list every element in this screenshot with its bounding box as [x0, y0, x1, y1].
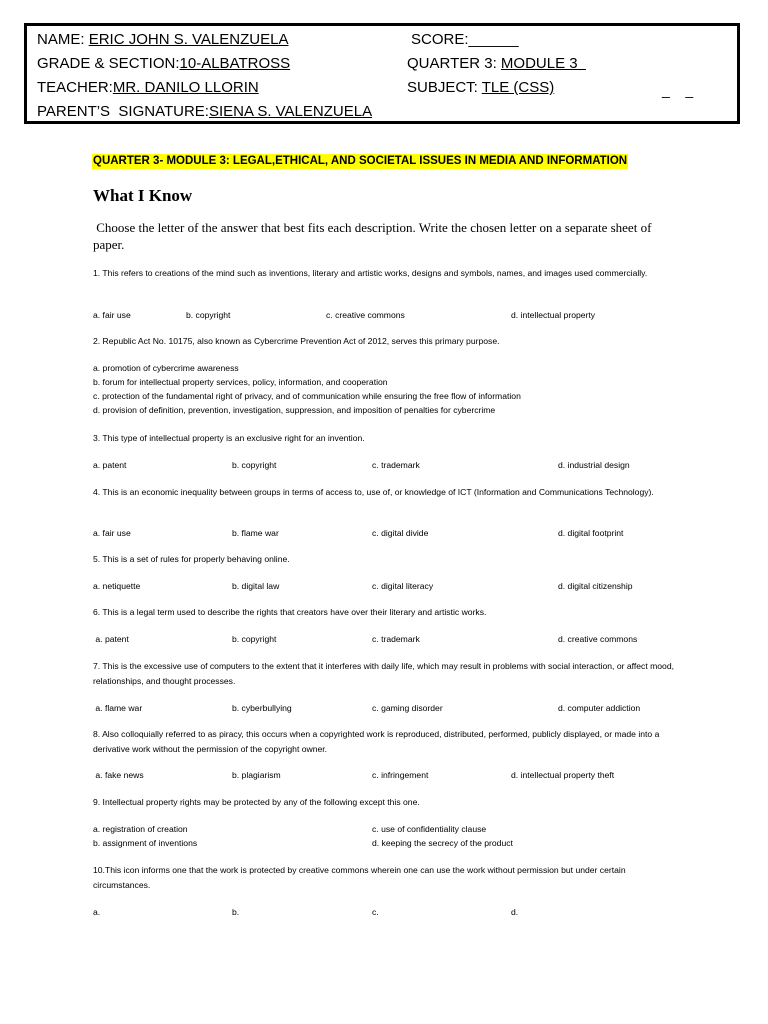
question-6: 6. This is a legal term used to describe the rights that creators have over their literary and artistic works. — [93, 607, 487, 617]
option: b. copyright — [186, 310, 231, 320]
question-9: 9. Intellectual property rights may be protected by any of the following except this one. — [93, 797, 420, 807]
option: a. promotion of cybercrime awareness — [93, 363, 239, 373]
option: b. — [232, 907, 240, 917]
grade-value: 10-ALBATROSS — [179, 55, 291, 72]
question-4: 4. This is an economic inequality between groups in terms of access to, use of, or knowledge of ICT (Information and Communications Technology). — [93, 487, 654, 497]
name-row — [37, 31, 288, 49]
quarter-value: MODULE 3 — [500, 55, 586, 72]
option: c. protection of the fundamental right of privacy, and of communication while ensuring the free flow of information — [93, 391, 521, 401]
teacher-row — [37, 79, 259, 97]
question-5: 5. This is a set of rules for properly behaving online. — [93, 554, 290, 564]
question-9-options — [93, 822, 693, 852]
option: a. fair use — [93, 528, 131, 538]
parent-label: PARENT’S SIGNATURE: — [37, 103, 209, 120]
option: d. intellectual property theft — [511, 770, 615, 780]
subject-value: TLE (CSS) — [481, 79, 555, 96]
option: c. digital divide — [372, 528, 429, 538]
option: c. use of confidentiality clause — [372, 824, 487, 834]
teacher-value: MR. DANILO LLORIN — [112, 79, 259, 96]
question-1-options — [93, 309, 693, 322]
option: d. digital footprint — [558, 528, 624, 538]
option: d. intellectual property — [511, 310, 596, 320]
subject-row — [407, 79, 554, 97]
question-3: 3. This type of intellectual property is an exclusive right for an invention. — [93, 433, 365, 443]
option: c. gaming disorder — [372, 703, 443, 713]
option: a. fake news — [93, 770, 144, 780]
subject-marks: _ _ — [662, 82, 694, 98]
option: a. registration of creation — [93, 824, 188, 834]
option: b. forum for intellectual property services, policy, information, and cooperation — [93, 377, 388, 387]
option: a. flame war — [93, 703, 143, 713]
option: c. infringement — [372, 770, 429, 780]
name-value: ERIC JOHN S. VALENZUELA — [88, 31, 289, 48]
question-10: 10.This icon informs one that the work is protected by creative commons wherein one can use the work without permission but under certain circumstances. — [93, 865, 626, 890]
question-6-options — [93, 633, 693, 646]
option: c. — [372, 907, 379, 917]
option: d. digital citizenship — [558, 581, 633, 591]
quarter-label: QUARTER 3: — [407, 55, 501, 72]
grade-label: GRADE & SECTION: — [37, 55, 180, 72]
question-10-options — [93, 906, 693, 919]
option: c. trademark — [372, 460, 420, 470]
module-title: QUARTER 3- MODULE 3: LEGAL,ETHICAL, AND SOCIETAL ISSUES IN MEDIA AND INFORMATION — [93, 155, 628, 167]
option: b. copyright — [232, 460, 277, 470]
option: c. digital literacy — [372, 581, 434, 591]
grade-row — [37, 55, 290, 73]
subject-label: SUBJECT: — [407, 79, 482, 96]
option: a. — [93, 907, 101, 917]
option: b. plagiarism — [232, 770, 281, 780]
option: d. — [511, 907, 519, 917]
question-2-options — [93, 361, 693, 417]
option: a. patent — [93, 460, 127, 470]
section-heading: What I Know — [93, 186, 193, 205]
name-label: NAME: — [37, 31, 89, 48]
option: b. flame war — [232, 528, 279, 538]
question-2: 2. Republic Act No. 10175, also known as Cybercrime Prevention Act of 2012, serves this primary purpose. — [93, 336, 500, 346]
option: c. trademark — [372, 634, 420, 644]
option: d. creative commons — [558, 634, 638, 644]
question-3-options — [93, 459, 693, 472]
option: b. digital law — [232, 581, 280, 591]
parent-value: SIENA S. VALENZUELA — [208, 103, 373, 120]
option: a. fair use — [93, 310, 131, 320]
question-8-options — [93, 769, 693, 782]
question-5-options — [93, 580, 693, 593]
option: a. netiquette — [93, 581, 141, 591]
option: b. cyberbullying — [232, 703, 292, 713]
question-7-options — [93, 702, 693, 715]
quarter-row — [407, 55, 586, 73]
option: d. keeping the secrecy of the product — [372, 838, 513, 848]
option: b. assignment of inventions — [93, 838, 198, 848]
question-1: 1. This refers to creations of the mind such as inventions, literary and artistic works, designs and symbols, names, and images used commercially. — [93, 268, 648, 278]
option: c. creative commons — [326, 310, 405, 320]
question-8: 8. Also colloquially referred to as piracy, this occurs when a copyrighted work is reproduced, distributed, performed, publicly displayed, or made into a derivative work without the permission of the copyright owner. — [93, 729, 660, 754]
option: d. computer addiction — [558, 703, 641, 713]
option: b. copyright — [232, 634, 277, 644]
parent-row — [37, 103, 372, 121]
option: a. patent — [93, 634, 129, 644]
instructions: Choose the letter of the answer that best fits each description. Write the chosen letter on a separate sheet of paper. — [93, 220, 655, 252]
question-7: 7. This is the excessive use of computers to the extent that it interferes with daily life, which may result in problems with social interaction, or affect mood, relationships, and thought processes. — [93, 661, 674, 686]
option: d. provision of definition, prevention, investigation, suppression, and imposition of penalties for cybercrime — [93, 405, 496, 415]
score-row — [411, 31, 519, 49]
teacher-label: TEACHER: — [37, 79, 113, 96]
score-label: SCORE:______ — [411, 31, 519, 48]
option: d. industrial design — [558, 460, 630, 470]
question-4-options — [93, 527, 693, 540]
